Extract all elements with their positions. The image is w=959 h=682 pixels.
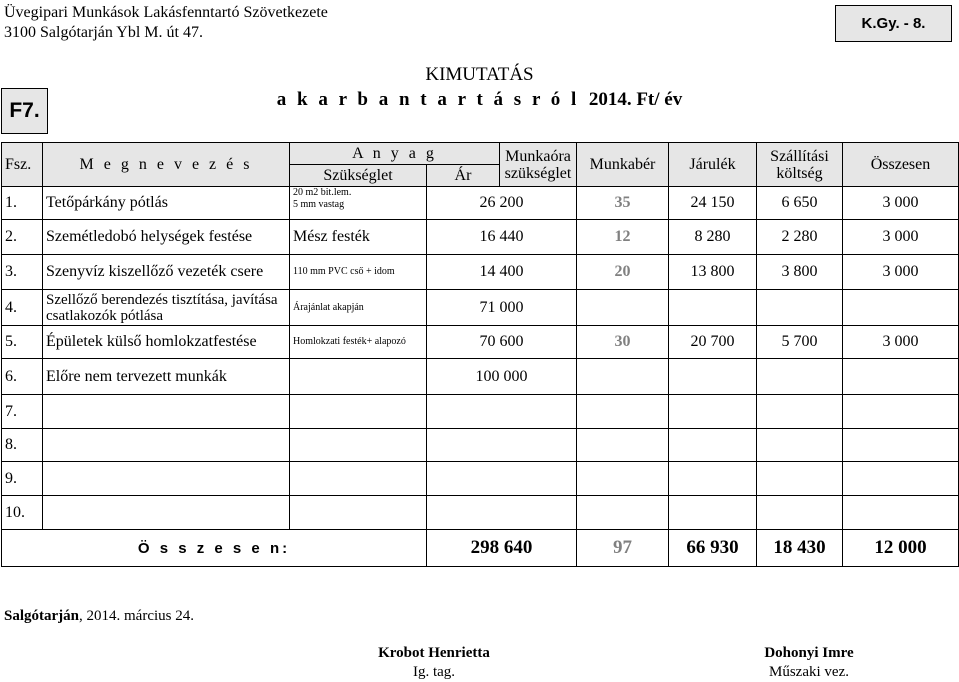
row-wages [669, 496, 757, 530]
row-wages [669, 429, 757, 462]
table-row [2, 429, 959, 462]
row-hours: 20 [577, 255, 669, 290]
row-price: 26 200 [427, 187, 577, 220]
table-row [2, 359, 959, 395]
table-row [2, 462, 959, 496]
totals-contrib: 18 430 [757, 530, 843, 567]
row-contrib [757, 429, 843, 462]
totals-label: Ö s s z e s e n: [2, 530, 427, 567]
table-row [2, 255, 959, 290]
row-hours [577, 395, 669, 429]
totals-row [2, 530, 959, 567]
col-header-need: Szükséglet [290, 165, 427, 187]
row-no: 9. [2, 462, 43, 496]
row-transport [843, 429, 959, 462]
row-material: Árajánlat akapján [290, 290, 427, 326]
col-header-total: Összesen [843, 143, 959, 187]
row-price [427, 462, 577, 496]
document-code: K.Gy. - 8. [835, 5, 952, 42]
row-transport [843, 496, 959, 530]
row-transport: 3 000 [843, 326, 959, 359]
col-header-no: Fsz. [2, 143, 43, 187]
row-hours [577, 359, 669, 395]
table-row [2, 395, 959, 429]
row-name: Szenyvíz kiszellőző vezeték csere [43, 255, 290, 290]
row-price [427, 429, 577, 462]
subtitle-spaced: a k a r b a n t a r t á s r ó l [276, 89, 580, 110]
row-hours: 30 [577, 326, 669, 359]
col-header-material: A n y a g [290, 143, 500, 165]
row-wages: 8 280 [669, 220, 757, 255]
row-wages [669, 395, 757, 429]
row-price: 70 600 [427, 326, 577, 359]
row-no: 2. [2, 220, 43, 255]
row-hours: 35 [577, 187, 669, 220]
row-wages: 20 700 [669, 326, 757, 359]
row-price: 100 000 [427, 359, 577, 395]
row-no: 10. [2, 496, 43, 530]
row-name: Előre nem tervezett munkák [43, 359, 290, 395]
row-transport [843, 290, 959, 326]
signature-1 [334, 645, 534, 681]
row-material: 20 m2 bit.lem. 5 mm vastag [290, 187, 427, 220]
row-no: 7. [2, 395, 43, 429]
row-no: 6. [2, 359, 43, 395]
row-wages [669, 359, 757, 395]
row-name: Tetőpárkány pótlás [43, 187, 290, 220]
row-transport [843, 395, 959, 429]
row-contrib [757, 462, 843, 496]
row-contrib: 3 800 [757, 255, 843, 290]
table-row [2, 290, 959, 326]
row-contrib: 2 280 [757, 220, 843, 255]
row-wages: 13 800 [669, 255, 757, 290]
table-row [2, 496, 959, 530]
row-hours [577, 290, 669, 326]
signer2-role: Műszaki vez. [769, 664, 849, 680]
row-material [290, 359, 427, 395]
row-contrib: 6 650 [757, 187, 843, 220]
row-hours [577, 462, 669, 496]
row-transport [843, 359, 959, 395]
row-transport: 3 000 [843, 220, 959, 255]
row-price [427, 395, 577, 429]
row-contrib [757, 395, 843, 429]
row-contrib [757, 496, 843, 530]
row-name [43, 395, 290, 429]
row-name [43, 429, 290, 462]
row-name [43, 496, 290, 530]
row-price [427, 496, 577, 530]
signature-2 [709, 645, 909, 681]
row-wages [669, 462, 757, 496]
row-contrib [757, 290, 843, 326]
org-address: 3100 Salgótarján Ybl M. út 47. [4, 24, 203, 41]
col-header-contributions: Járulék [669, 143, 757, 187]
totals-wages: 66 930 [669, 530, 757, 567]
row-no: 5. [2, 326, 43, 359]
page-title: KIMUTATÁS [425, 64, 534, 85]
row-material [290, 462, 427, 496]
row-material [290, 429, 427, 462]
row-contrib [757, 359, 843, 395]
row-material: 110 mm PVC cső + idom [290, 255, 427, 290]
totals-transport: 12 000 [843, 530, 959, 567]
row-hours [577, 496, 669, 530]
col-header-wages: Munkabér [577, 143, 669, 187]
row-name: Szemétledobó helységek festése [43, 220, 290, 255]
totals-hours: 97 [577, 530, 669, 567]
row-contrib: 5 700 [757, 326, 843, 359]
row-name: Szellőző berendezés tisztítása, javítása csatlakozók pótlása [43, 290, 290, 326]
row-no: 4. [2, 290, 43, 326]
signer1-name: Krobot Henrietta [378, 645, 490, 661]
col-header-price: Ár [427, 165, 500, 187]
row-no: 1. [2, 187, 43, 220]
maintenance-table [1, 142, 959, 567]
row-transport [843, 462, 959, 496]
totals-price: 298 640 [427, 530, 577, 567]
footer-date: , 2014. március 24. [79, 608, 194, 624]
row-no: 8. [2, 429, 43, 462]
row-material: Mész festék [290, 220, 427, 255]
signer1-role: Ig. tag. [412, 664, 456, 680]
row-price: 16 440 [427, 220, 577, 255]
row-wages [669, 290, 757, 326]
col-header-name: M e g n e v e z é s [43, 143, 290, 187]
table-row [2, 220, 959, 255]
row-transport: 3 000 [843, 255, 959, 290]
col-header-transport: Szállítási költség [757, 143, 843, 187]
row-name: Épületek külső homlokzatfestése [43, 326, 290, 359]
table-row [2, 187, 959, 220]
row-wages: 24 150 [669, 187, 757, 220]
col-header-work-hours: Munkaóra szükséglet [500, 143, 577, 187]
row-hours: 12 [577, 220, 669, 255]
org-name: Üvegipari Munkások Lakásfenntartó Szövetkezete [4, 4, 328, 21]
row-name [43, 462, 290, 496]
row-hours [577, 429, 669, 462]
subtitle-year: 2014. Ft/ év [588, 89, 683, 110]
footer-place: Salgótarján [4, 608, 79, 624]
page-subtitle [0, 89, 959, 111]
row-no: 3. [2, 255, 43, 290]
row-material: Homlokzati festék+ alapozó [290, 326, 427, 359]
footer-place-date [4, 608, 194, 625]
table-row [2, 326, 959, 359]
row-material [290, 395, 427, 429]
signer2-name: Dohonyi Imre [764, 645, 854, 661]
form-id: F7. [1, 88, 48, 134]
row-price: 14 400 [427, 255, 577, 290]
row-material [290, 496, 427, 530]
row-price: 71 000 [427, 290, 577, 326]
row-transport: 3 000 [843, 187, 959, 220]
